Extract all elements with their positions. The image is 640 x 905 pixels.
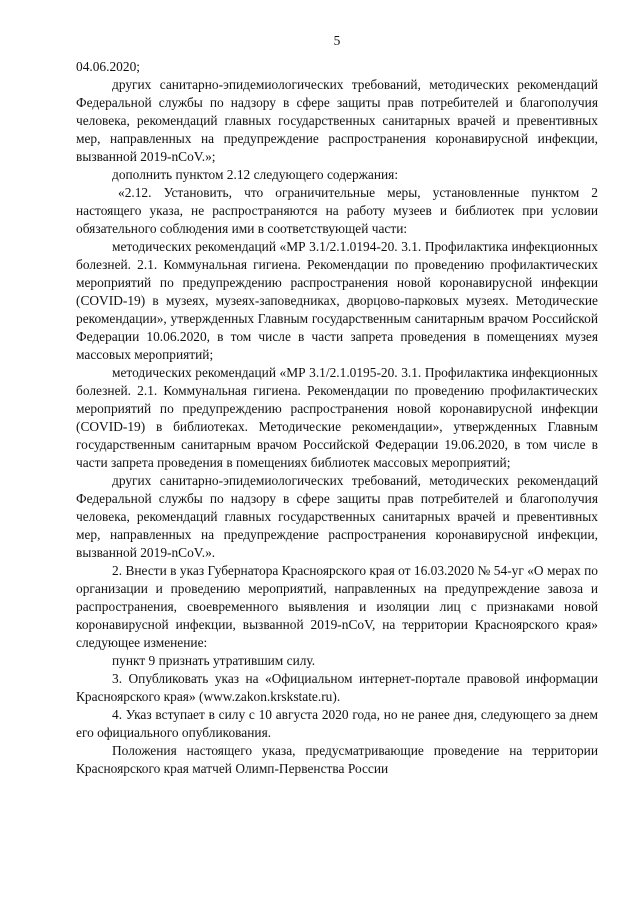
paragraph-item-9-repeal: пункт 9 признать утратившим силу. (112, 653, 316, 668)
paragraph-item-3: 3. Опубликовать указ на «Официальном интернет-портале правовой информации Красноярского края» (www.zakon.krskstate.ru). (76, 671, 598, 704)
paragraph-museum-recommendations: методических рекомендаций «МР 3.1/2.1.0194-20. 3.1. Профилактика инфекционных болезней. 2.1. Коммунальная гигиена. Рекомендации по проведению профилактических мероприятий по предупреждению распространения новой коронавирусной инфекции (COVID-19) в музеях, музеях-заповедниках, дворцово-парковых музеях. Методические рекомендации», утвержденных Главным государственным санитарным врачом Российской Федерации 10.06.2020, в том числе в части запрета проведения в помещениях музея массовых мероприятий; (76, 239, 598, 362)
paragraph-library-recommendations: методических рекомендаций «МР 3.1/2.1.0195-20. 3.1. Профилактика инфекционных болезней. 2.1. Коммунальная гигиена. Рекомендации по проведению профилактических мероприятий по предупреждению распространения новой коронавирусной инфекции (COVID-19) в библиотеках. Методические рекомендации», утвержденных Главным государственным санитарным врачом Российской Федерации 19.06.2020, в том числе в части запрета проведения в помещениях библиотек массовых мероприятий; (76, 365, 598, 470)
paragraph-add-clause: дополнить пунктом 2.12 следующего содержания: (112, 167, 399, 182)
page-number: 5 (333, 33, 341, 48)
paragraph-item-2: 2. Внести в указ Губернатора Красноярского края от 16.03.2020 № 54-уг «О мерах по организации и проведению мероприятий, направленных на предупреждение завоза и распространения, своевременного выявления и изоляции лиц с признаками новой коронавирусной инфекции, вызванной 2019-nCoV, на территории Красноярского края» следующее изменение: (76, 563, 598, 650)
paragraph-clause-2-12: «2.12. Установить, что ограничительные меры, установленные пунктом 2 настоящего указа, не распространяются на работу музеев и библиотек при условии обязательного соблюдения ими в соответствующей части: (76, 185, 598, 236)
paragraph-provisions: Положения настоящего указа, предусматривающие проведение на территории Красноярского края матчей Олимп-Первенства России (76, 743, 598, 776)
paragraph-item-4: 4. Указ вступает в силу с 10 августа 2020 года, но не ранее дня, следующего за днем его официального опубликования. (76, 707, 598, 740)
paragraph-other-requirements-2: других санитарно-эпидемиологических требований, методических рекомендаций Федеральной службы по надзору в сфере защиты прав потребителей и благополучия человека, рекомендаций главных государственных санитарных врачей и превентивных мер, направленных на предупреждение распространения коронавирусной инфекции, вызванной 2019-nCoV.». (76, 473, 598, 560)
paragraph-date-fragment: 04.06.2020; (76, 59, 140, 74)
paragraph-other-requirements: других санитарно-эпидемиологических требований, методических рекомендаций Федеральной службы по надзору в сфере защиты прав потребителей и благополучия человека, рекомендаций главных государственных санитарных врачей и превентивных мер, направленных на предупреждение распространения коронавирусной инфекции, вызванной 2019-nCoV.»; (76, 77, 598, 164)
